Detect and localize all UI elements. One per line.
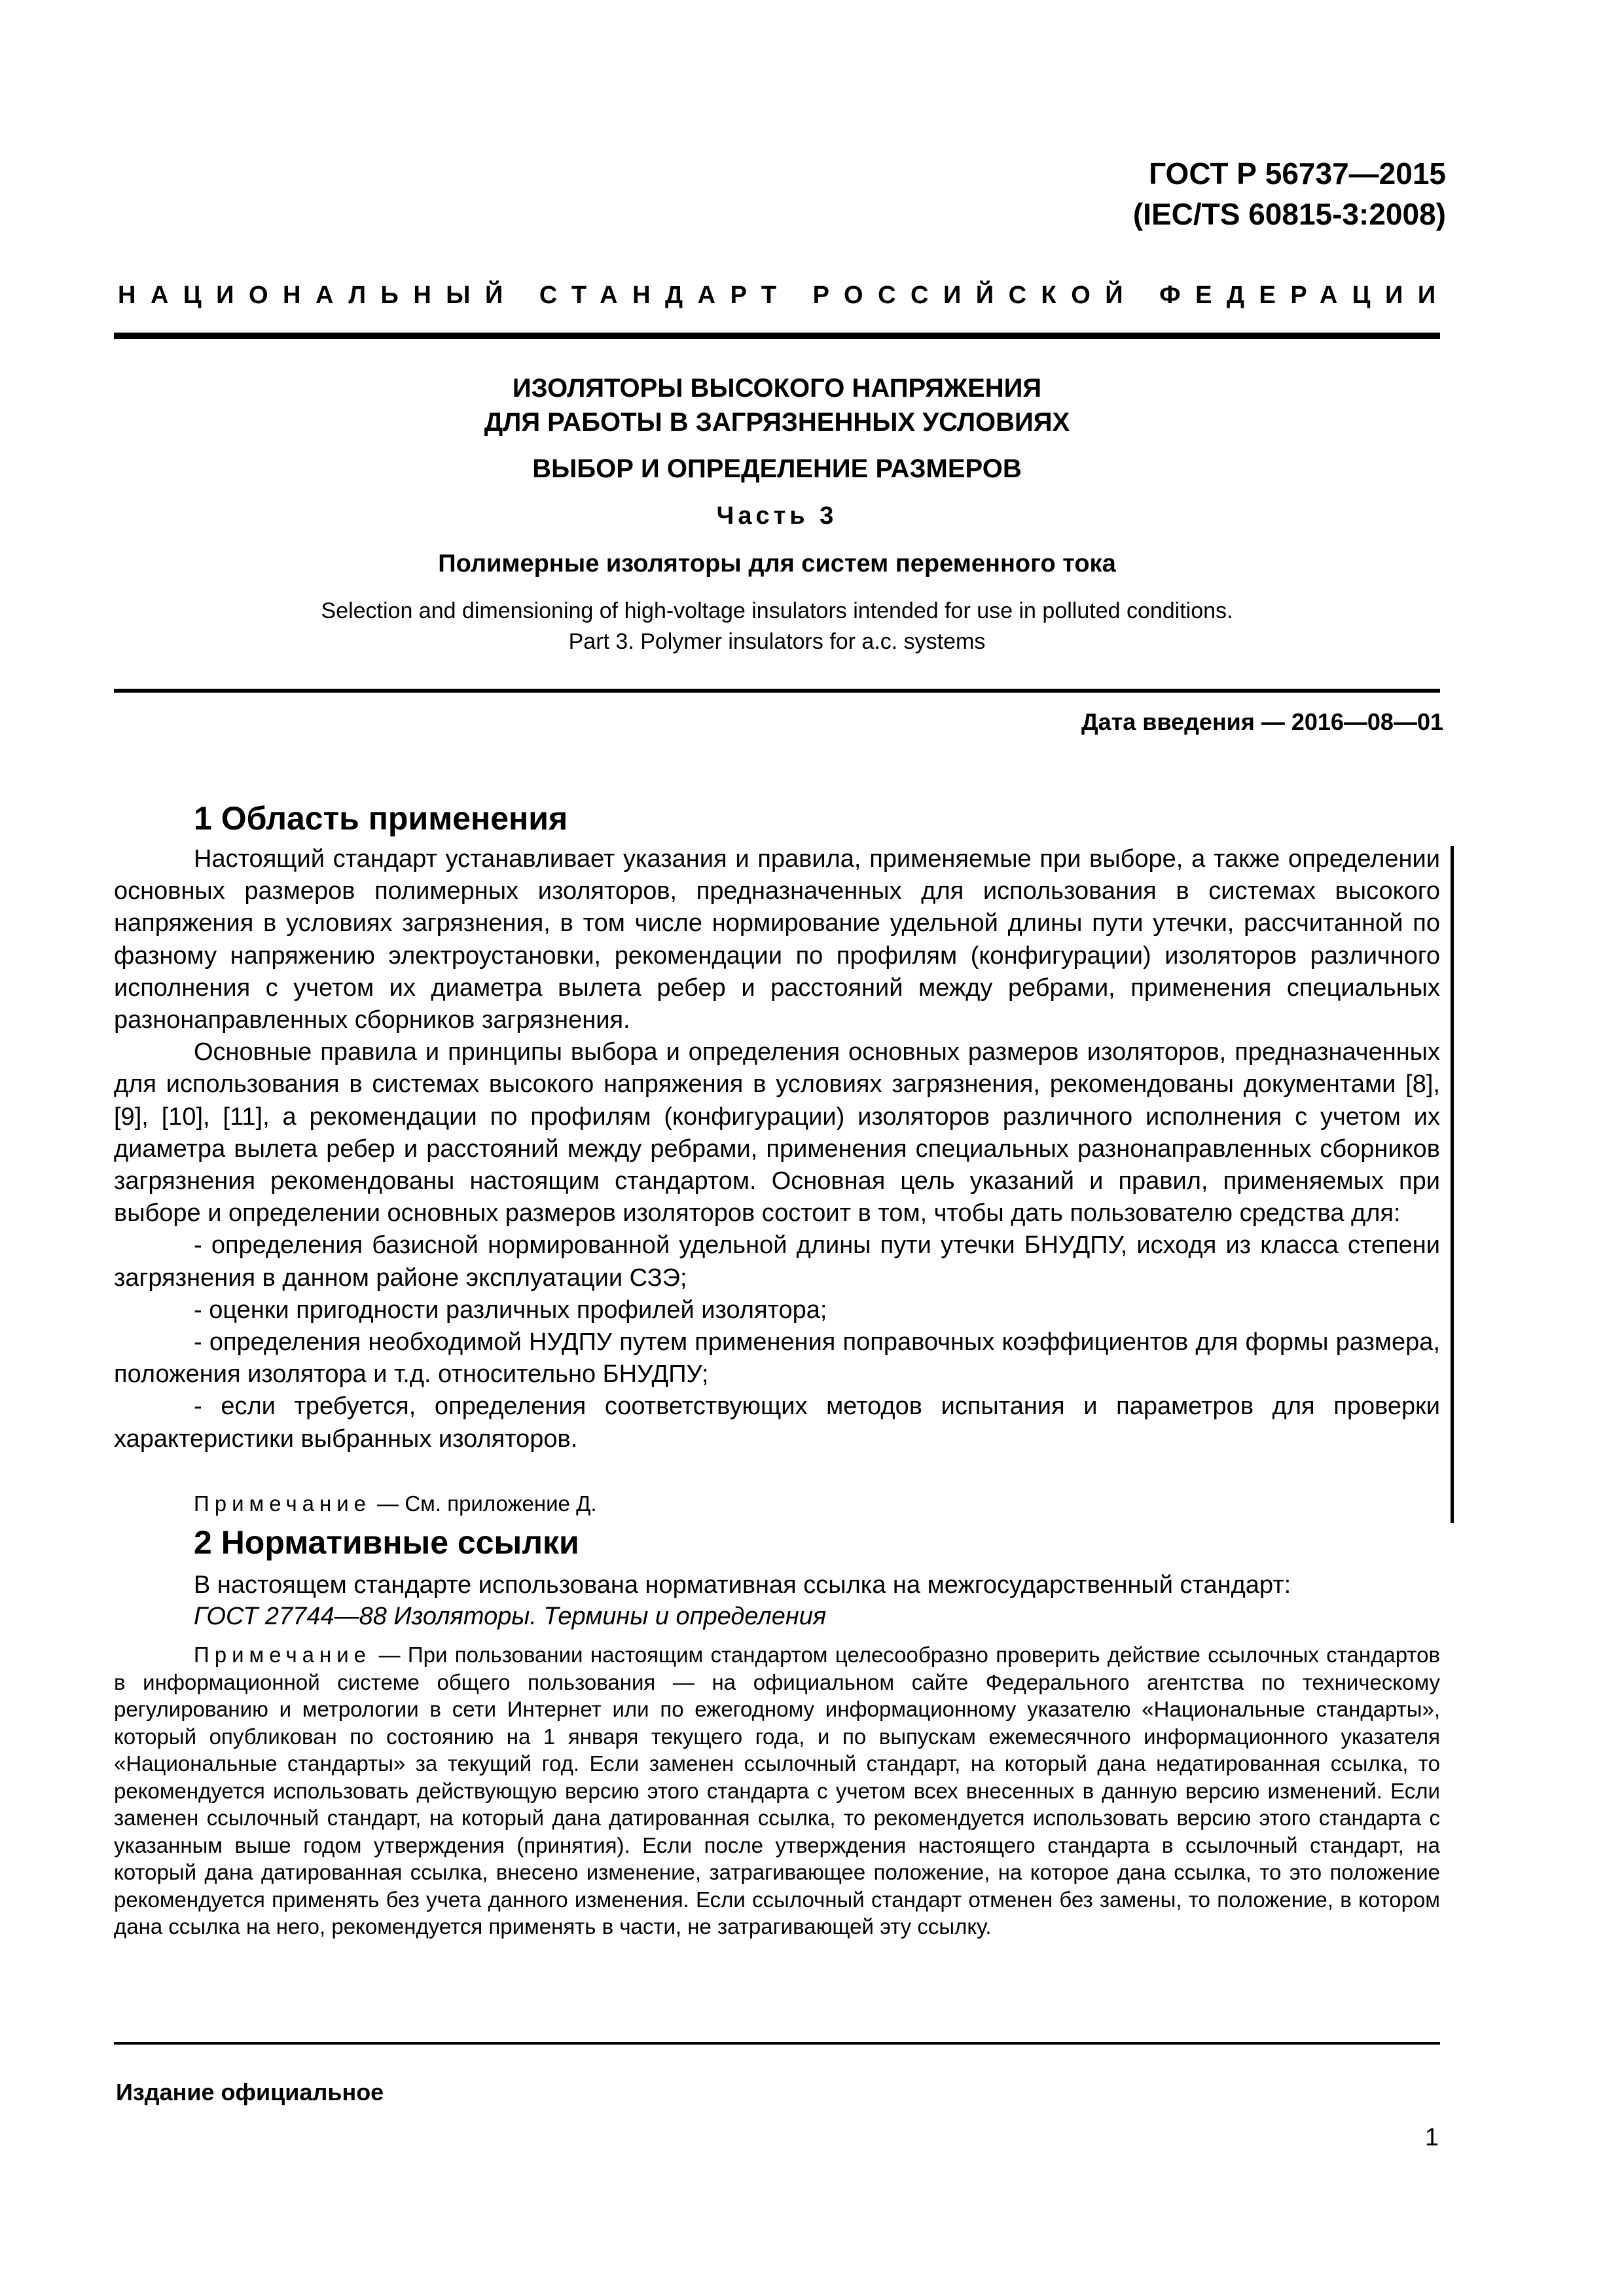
section-1-heading: 1 Область применения (194, 800, 568, 837)
section-2-heading: 2 Нормативные ссылки (194, 1524, 579, 1561)
section-1-paragraph-1: Настоящий стандарт устанавливает указания и правила, применяемые при выборе, а также определении основных размеров полимерных изоляторов, предназначенных для использования в системах высокого напряжения в условиях загрязнения, в том числе нормирование удельной длины пути утечки, рассчитанной по фазному напряжению электроустановки, рекомендации по профилям (конфигурации) изоляторов различного исполнения с учетом их диаметра вылета ребер и расстояний между ребрами, применения специальных разнонаправленных сборников загрязнения. (114, 845, 1440, 1034)
note-label: Примечание (194, 1491, 372, 1516)
title-line-2: ДЛЯ РАБОТЫ В ЗАГРЯЗНЕННЫХ УСЛОВИЯХ (484, 408, 1070, 437)
footer-divider (114, 2042, 1440, 2045)
english-title-line-1: Selection and dimensioning of high-voltage insulators intended for use in polluted conditions. (321, 598, 1233, 623)
section-1-body (114, 843, 1440, 1455)
note-text: — При пользовании настоящим стандартом целесообразно проверить действие ссылочных стандартов в информационной системе общего пользования — на официальном сайте Федерального агентства по техническому регулированию и метрологии в сети Интернет или по ежегодному информационному указателю «Национальные стандарты», который опубликован по состоянию на 1 января текущего года, и по выпускам ежемесячного информационного указателя «Национальные стандарты» за текущий год. Если заменен ссылочный стандарт, на который дана недатированная ссылка, то рекомендуется использовать действующую версию этого стандарта с учетом всех внесенных в данную версию изменений. Если заменен ссылочный стандарт, на который дана датированная ссылка, то рекомендуется использовать версию этого стандарта с указанным выше годом утверждения (принятия). Если после утверждения настоящего стандарта в ссылочный стандарт, на который дана датированная ссылка, внесено изменение, затрагивающее положение, на которое дана ссылка, то это положение рекомендуется применять без учета данного изменения. Если ссылочный стандарт отменен без замены, то положение, в котором дана ссылка на него, рекомендуется применять в части, не затрагивающей эту ссылку. (114, 1643, 1440, 1939)
title-line-3: ВЫБОР И ОПРЕДЕЛЕНИЕ РАЗМЕРОВ (532, 454, 1022, 483)
list-item: - определения базисной нормированной удельной длины пути утечки БНУДПУ, исходя из класса степени загрязнения в данном районе эксплуатации СЗЭ; (114, 1231, 1440, 1292)
title-line-1: ИЗОЛЯТОРЫ ВЫСОКОГО НАПРЯЖЕНИЯ (512, 374, 1042, 403)
change-bar (1451, 846, 1454, 1523)
introduction-date: Дата введения — 2016—08—01 (1081, 708, 1443, 735)
normative-reference: ГОСТ 27744—88 Изоляторы. Термины и определения (194, 1603, 827, 1630)
document-title (114, 371, 1440, 439)
note-label: Примечание (194, 1643, 372, 1667)
part-subtitle: Полимерные изоляторы для систем переменного тока (438, 550, 1116, 577)
iec-number: (IEC/TS 60815-3:2008) (1132, 197, 1446, 231)
section-2-intro: В настоящем стандарте использована нормативная ссылка на межгосударственный стандарт: (194, 1571, 1291, 1599)
page-number: 1 (1424, 2124, 1439, 2151)
national-standard-banner: НАЦИОНАЛЬНЫЙ СТАНДАРТ РОССИЙСКОЙ ФЕДЕРАЦИИ (118, 282, 1451, 309)
section-1-paragraph-2: Основные правила и принципы выбора и определения основных размеров изоляторов, предназначенных для использования в системах высокого напряжения в условиях загрязнения, рекомендованы документами [8], [9], [10], [11], а рекомендации по профилям (конфигурации) изоляторов различного исполнения с учетом их диаметра вылета ребер и расстояний между ребрами, применения специальных разнонаправленных сборников загрязнения рекомендованы настоящим стандартом. Основная цель указаний и правил, применяемых при выборе и определении основных размеров изоляторов состоит в том, чтобы дать пользователю средства для: (114, 1038, 1440, 1228)
english-title-line-2: Part 3. Polymer insulators for a.c. systems (568, 629, 986, 654)
english-title (114, 596, 1440, 657)
list-item: - определения необходимой НУДПУ путем применения поправочных коэффициентов для формы размера, положения изолятора и т.д. относительно БНУДПУ; (114, 1328, 1440, 1389)
header-divider (114, 333, 1440, 339)
document-designation (1133, 153, 1446, 234)
section-2-note (114, 1641, 1440, 1941)
list-item: - если требуется, определения соответствующих методов испытания и параметров для проверки характеристики выбранных изоляторов. (114, 1393, 1440, 1453)
part-label: Часть 3 (716, 502, 838, 530)
title-divider (114, 689, 1440, 693)
list-item: - оценки пригодности различных профилей изолятора; (194, 1296, 827, 1324)
section-1-note (194, 1490, 597, 1518)
gost-number: ГОСТ Р 56737—2015 (1149, 156, 1446, 191)
official-edition-label: Издание официальное (116, 2079, 384, 2105)
note-text: — См. приложение Д. (371, 1491, 597, 1516)
